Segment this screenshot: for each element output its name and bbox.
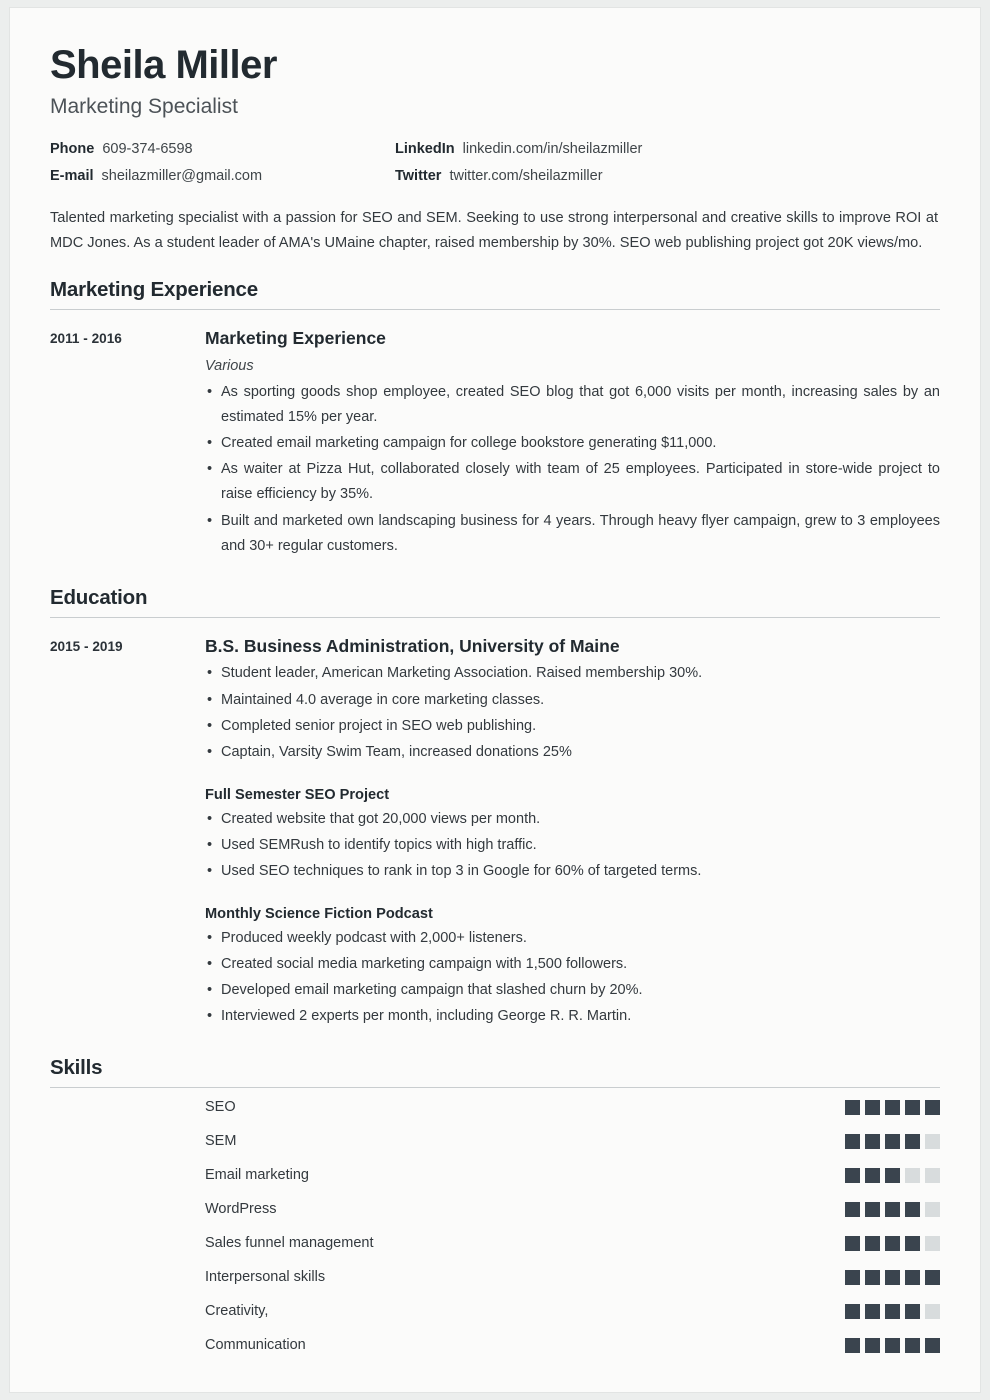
resume-document <box>10 8 980 1392</box>
skill-square-empty <box>925 1236 940 1251</box>
contact-linkedin-value[interactable]: linkedin.com/in/sheilazmiller <box>462 141 643 158</box>
list-item: • Created email marketing campaign for college bookstore generating $11,000. <box>205 431 940 456</box>
contact-linkedin-label: LinkedIn <box>395 141 455 158</box>
contact-twitter-value[interactable]: twitter.com/sheilazmiller <box>449 168 603 185</box>
skill-row <box>50 1226 940 1260</box>
skill-square-filled <box>905 1134 920 1149</box>
skill-row <box>50 1192 940 1226</box>
skill-square-filled <box>845 1338 860 1353</box>
experience-entry-dates: 2011 - 2016 <box>50 331 122 347</box>
skill-square-filled <box>865 1134 880 1149</box>
skill-square-filled <box>865 1338 880 1353</box>
contact-phone-value: 609-374-6598 <box>102 141 193 158</box>
section-heading-education: Education <box>50 586 940 618</box>
skill-square-empty <box>905 1168 920 1183</box>
contact-twitter <box>395 168 940 184</box>
list-item: • Developed email marketing campaign that slashed churn by 20%. <box>205 978 940 1003</box>
skill-row <box>50 1294 940 1328</box>
section-heading-experience: Marketing Experience <box>50 278 940 310</box>
skill-square-empty <box>925 1134 940 1149</box>
experience-entry-title: Marketing Experience <box>205 328 386 349</box>
list-item: • As waiter at Pizza Hut, collaborated closely with team of 25 employees. Participated in store-wide project to raise efficiency by 35%. <box>205 457 940 507</box>
skill-square-filled <box>845 1304 860 1319</box>
contact-email <box>50 168 395 184</box>
education-entry-title: B.S. Business Administration, University of Maine <box>205 635 620 656</box>
skill-name: Email marketing <box>205 1167 309 1184</box>
skill-square-filled <box>905 1202 920 1217</box>
skill-square-filled <box>865 1270 880 1285</box>
contact-phone <box>50 141 395 157</box>
skill-square-filled <box>885 1338 900 1353</box>
list-item: • Produced weekly podcast with 2,000+ listeners. <box>205 926 940 951</box>
skill-row <box>50 1124 940 1158</box>
skill-row <box>50 1158 940 1192</box>
summary-paragraph: Talented marketing specialist with a passion for SEO and SEM. Seeking to use strong interpersonal and creative skills to improve ROI at MDC Jones. As a student leader of AMA's UMaine chapter, raised membership by 30%. SEO web publishing project got 20K views/mo. <box>50 210 938 252</box>
contact-linkedin <box>395 141 940 157</box>
experience-bullet-list <box>205 380 940 559</box>
skills-section <box>50 1056 940 1362</box>
skill-square-filled <box>885 1134 900 1149</box>
education-entry-dates: 2015 - 2019 <box>50 638 123 654</box>
skill-square-filled <box>885 1304 900 1319</box>
skill-square-filled <box>885 1270 900 1285</box>
skill-row <box>50 1328 940 1362</box>
list-item: • Used SEO techniques to rank in top 3 in Google for 60% of targeted terms. <box>205 859 940 884</box>
experience-entry-subtitle: Various <box>205 358 254 375</box>
skill-square-filled <box>885 1236 900 1251</box>
contact-email-value[interactable]: sheilazmiller@gmail.com <box>101 168 263 185</box>
education-entry-body <box>205 635 940 1031</box>
subgroup-heading-podcast: Monthly Science Fiction Podcast <box>205 905 433 922</box>
skill-square-filled <box>925 1100 940 1115</box>
list-item: • Interviewed 2 experts per month, including George R. R. Martin. <box>205 1004 940 1029</box>
contact-phone-label: Phone <box>50 141 95 158</box>
contact-email-label: E-mail <box>50 168 94 185</box>
skill-square-filled <box>845 1100 860 1115</box>
education-bullet-list <box>205 661 940 764</box>
skill-square-filled <box>905 1338 920 1353</box>
skill-level-meter <box>845 1270 940 1285</box>
list-item: • Created social media marketing campaign with 1,500 followers. <box>205 952 940 977</box>
skill-square-filled <box>905 1236 920 1251</box>
skill-name: Sales funnel management <box>205 1235 374 1252</box>
skill-row <box>50 1090 940 1124</box>
skill-square-empty <box>925 1202 940 1217</box>
page-title: Sheila Miller <box>50 43 277 87</box>
skill-level-meter <box>845 1202 940 1217</box>
subgroup-heading-seo-project: Full Semester SEO Project <box>205 786 390 803</box>
skill-square-filled <box>905 1304 920 1319</box>
contact-details <box>50 141 940 184</box>
skill-square-filled <box>925 1270 940 1285</box>
job-title: Marketing Specialist <box>50 95 238 118</box>
skill-level-meter <box>845 1236 940 1251</box>
section-heading-skills: Skills <box>50 1056 940 1088</box>
skill-level-meter <box>845 1100 940 1115</box>
skill-square-filled <box>865 1168 880 1183</box>
contact-twitter-label: Twitter <box>395 168 442 185</box>
skill-name: Creativity, <box>205 1303 269 1320</box>
skill-square-filled <box>845 1134 860 1149</box>
skill-square-filled <box>885 1100 900 1115</box>
skill-level-meter <box>845 1304 940 1319</box>
skill-square-filled <box>845 1236 860 1251</box>
education-entry <box>50 618 940 1031</box>
skill-level-meter <box>845 1168 940 1183</box>
skill-square-filled <box>845 1270 860 1285</box>
list-item: • Student leader, American Marketing Association. Raised membership 30%. <box>205 661 940 686</box>
skill-square-filled <box>865 1100 880 1115</box>
list-item: • Captain, Varsity Swim Team, increased donations 25% <box>205 740 940 765</box>
list-item: • Maintained 4.0 average in core marketing classes. <box>205 688 940 713</box>
list-item: • Completed senior project in SEO web publishing. <box>205 714 940 739</box>
skills-list <box>50 1090 940 1362</box>
skill-row <box>50 1260 940 1294</box>
skill-level-meter <box>845 1134 940 1149</box>
skill-square-filled <box>865 1236 880 1251</box>
skill-square-filled <box>905 1100 920 1115</box>
skill-name: SEM <box>205 1133 237 1150</box>
experience-entry-body <box>205 327 940 559</box>
skill-square-filled <box>905 1270 920 1285</box>
list-item: • Created website that got 20,000 views per month. <box>205 807 940 832</box>
podcast-bullet-list <box>205 926 940 1029</box>
skill-name: Interpersonal skills <box>205 1269 326 1286</box>
experience-entry <box>50 310 940 559</box>
skill-square-filled <box>845 1168 860 1183</box>
education-section <box>50 586 940 1031</box>
skill-square-empty <box>925 1304 940 1319</box>
seo-project-bullet-list <box>205 807 940 884</box>
skill-square-filled <box>925 1338 940 1353</box>
skill-square-filled <box>885 1202 900 1217</box>
list-item: • As sporting goods shop employee, created SEO blog that got 6,000 visits per month, increasing sales by an estimated 15% per year. <box>205 380 940 430</box>
skill-square-filled <box>845 1202 860 1217</box>
skill-square-filled <box>885 1168 900 1183</box>
skill-name: Communication <box>205 1337 306 1354</box>
skill-square-empty <box>925 1168 940 1183</box>
skill-square-filled <box>865 1304 880 1319</box>
experience-section <box>50 278 940 559</box>
list-item: • Used SEMRush to identify topics with high traffic. <box>205 833 940 858</box>
skill-level-meter <box>845 1338 940 1353</box>
skill-square-filled <box>865 1202 880 1217</box>
skill-name: WordPress <box>205 1201 277 1218</box>
list-item: • Built and marketed own landscaping business for 4 years. Through heavy flyer campaign, grew to 3 employees and 30+ regular customers. <box>205 509 940 559</box>
skill-name: SEO <box>205 1099 236 1116</box>
